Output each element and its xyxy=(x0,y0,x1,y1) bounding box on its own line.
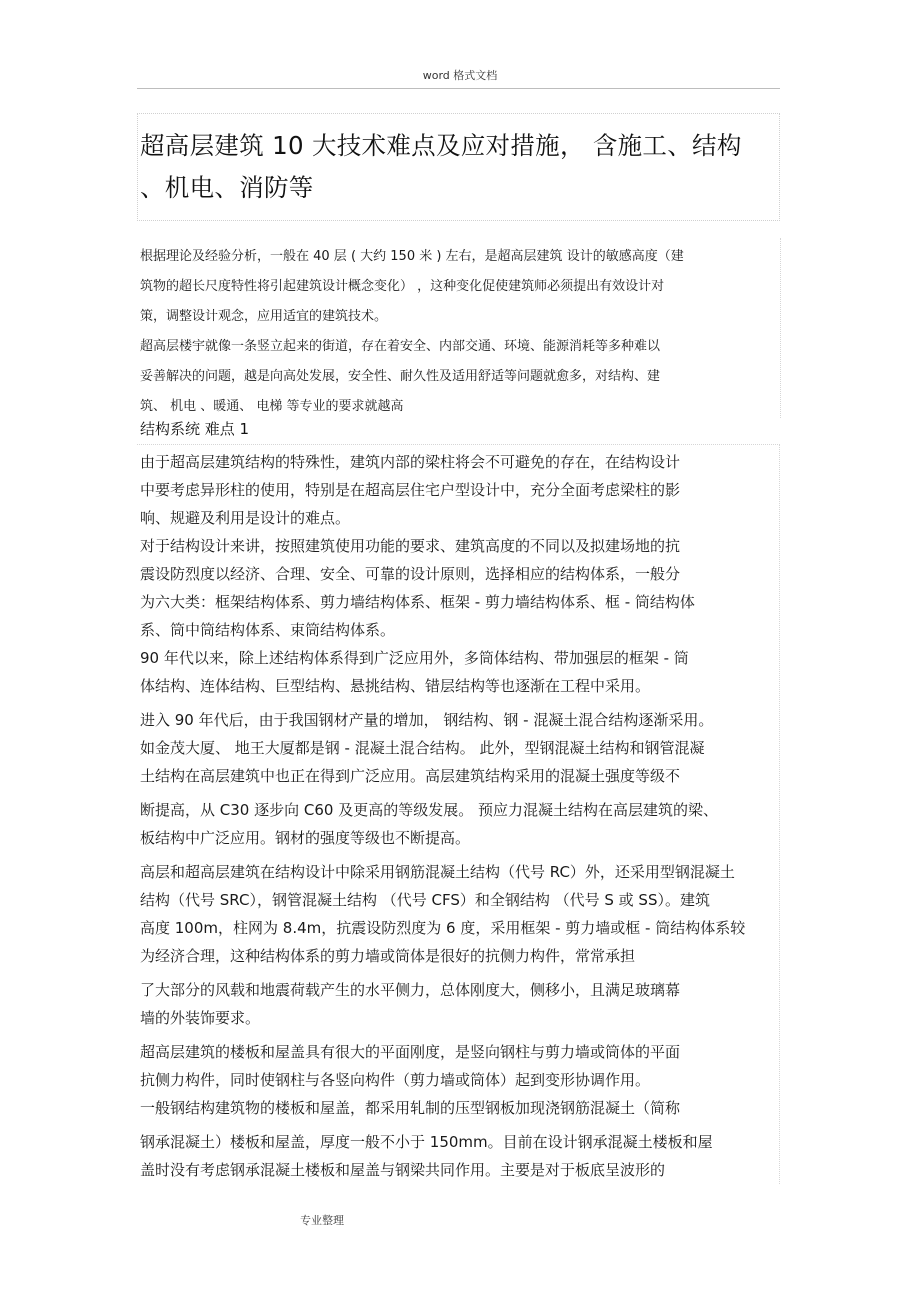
header-divider xyxy=(137,88,780,89)
body-line: 由于超高层建筑结构的特殊性，建筑内部的梁柱将会不可避免的存在，在结构设计 xyxy=(140,453,681,471)
body-line: 响、规避及利用是设计的难点。 xyxy=(140,509,351,527)
body-line: 高度 100m，柱网为 8.4m，抗震设防烈度为 6 度，采用框架 - 剪力墙或框 - 筒结构体系较 xyxy=(140,919,746,937)
body-line: 土结构在高层建筑中也正在得到广泛应用。高层建筑结构采用的混凝土强度等级不 xyxy=(140,767,681,785)
intro-line: 筑物的超长尺度特性将引起建筑设计概念变化） ，这种变化促使建筑师必须提出有效设计对 xyxy=(140,279,665,294)
body-line: 进入 90 年代后，由于我国钢材产量的增加， 钢结构、钢 - 混凝土混合结构逐渐采用。 xyxy=(140,711,714,729)
section-heading: 结构系统 难点 1 xyxy=(140,420,250,438)
intro-line: 策，调整设计观念，应用适宜的建筑技术。 xyxy=(140,309,388,324)
page-header: word 格式文档 xyxy=(422,69,498,82)
body-line: 中要考虑异形柱的使用，特别是在超高层住宅户型设计中，充分全面考虑梁柱的影 xyxy=(140,481,681,499)
body-line: 抗侧力构件，同时使钢柱与各竖向构件（剪力墙或筒体）起到变形协调作用。 xyxy=(140,1071,651,1089)
document-title xyxy=(140,125,780,209)
section-body xyxy=(140,448,800,1184)
intro-line: 根据理论及经验分析，一般在 40 层 ( 大约 150 米 ) 左右，是超高层建筑 设计的敏感高度（建 xyxy=(140,249,684,264)
body-line: 系、筒中筒结构体系、束筒结构体系。 xyxy=(140,621,396,639)
body-line: 钢承混凝土）楼板和屋盖，厚度一般不小于 150mm。目前在设计钢承混凝土楼板和屋 xyxy=(140,1133,713,1151)
body-line: 超高层建筑的楼板和屋盖具有很大的平面刚度，是竖向钢柱与剪力墙或筒体的平面 xyxy=(140,1043,681,1061)
body-line: 一般钢结构建筑物的楼板和屋盖，都采用轧制的压型钢板加现浇钢筋混凝土（简称 xyxy=(140,1099,681,1117)
body-line: 盖时没有考虑钢承混凝土楼板和屋盖与钢梁共同作用。主要是对于板底呈波形的 xyxy=(140,1161,666,1179)
title-line-2: 、机电、消防等 xyxy=(140,173,314,202)
body-line: 板结构中广泛应用。钢材的强度等级也不断提高。 xyxy=(140,829,471,847)
body-line: 如金茂大厦、 地王大厦都是钢 - 混凝土混合结构。 此外，型钢混凝土结构和钢管混凝 xyxy=(140,739,705,757)
intro-line: 妥善解决的问题，越是向高处发展，安全性、耐久性及适用舒适等问题就愈多，对结构、建 xyxy=(140,369,661,384)
body-line: 体结构、连体结构、巨型结构、悬挑结构、错层结构等也逐渐在工程中采用。 xyxy=(140,677,651,695)
intro-frame-edge xyxy=(780,238,781,418)
body-line: 为六大类：框架结构体系、剪力墙结构体系、框架 - 剪力墙结构体系、框 - 筒结构体 xyxy=(140,593,695,611)
body-line: 高层和超高层建筑在结构设计中除采用钢筋混凝土结构（代号 RC）外，还采用型钢混凝土 xyxy=(140,863,735,881)
intro-line: 筑、 机电 、暖通、 电梯 等专业的要求就越高 xyxy=(140,399,404,414)
title-line-1: 超高层建筑 10 大技术难点及应对措施， 含施工、结构 xyxy=(140,131,742,160)
page-footer: 专业整理 xyxy=(300,1214,344,1227)
body-line: 墙的外装饰要求。 xyxy=(140,1009,261,1027)
body-line: 了大部分的风载和地震荷载产生的水平侧力，总体刚度大，侧移小，且满足玻璃幕 xyxy=(140,981,681,999)
body-line: 断提高，从 C30 逐步向 C60 及更高的等级发展。 预应力混凝土结构在高层建筑的梁、 xyxy=(140,801,718,819)
intro-paragraphs xyxy=(140,245,780,425)
body-line: 为经济合理，这种结构体系的剪力墙或筒体是很好的抗侧力构件，常常承担 xyxy=(140,947,636,965)
body-line: 震设防烈度以经济、合理、安全、可靠的设计原则，选择相应的结构体系，一般分 xyxy=(140,565,681,583)
body-line: 对于结构设计来讲，按照建筑使用功能的要求、建筑高度的不同以及拟建场地的抗 xyxy=(140,537,681,555)
body-line: 结构（代号 SRC），钢管混凝土结构 （代号 CFS）和全钢结构 （代号 S 或 SS）。建筑 xyxy=(140,891,710,909)
intro-line: 超高层楼宇就像一条竖立起来的街道，存在着安全、内部交通、环境、能源消耗等多种难以 xyxy=(140,339,661,354)
body-line: 90 年代以来，除上述结构体系得到广泛应用外，多筒体结构、带加强层的框架 - 筒 xyxy=(140,649,689,667)
